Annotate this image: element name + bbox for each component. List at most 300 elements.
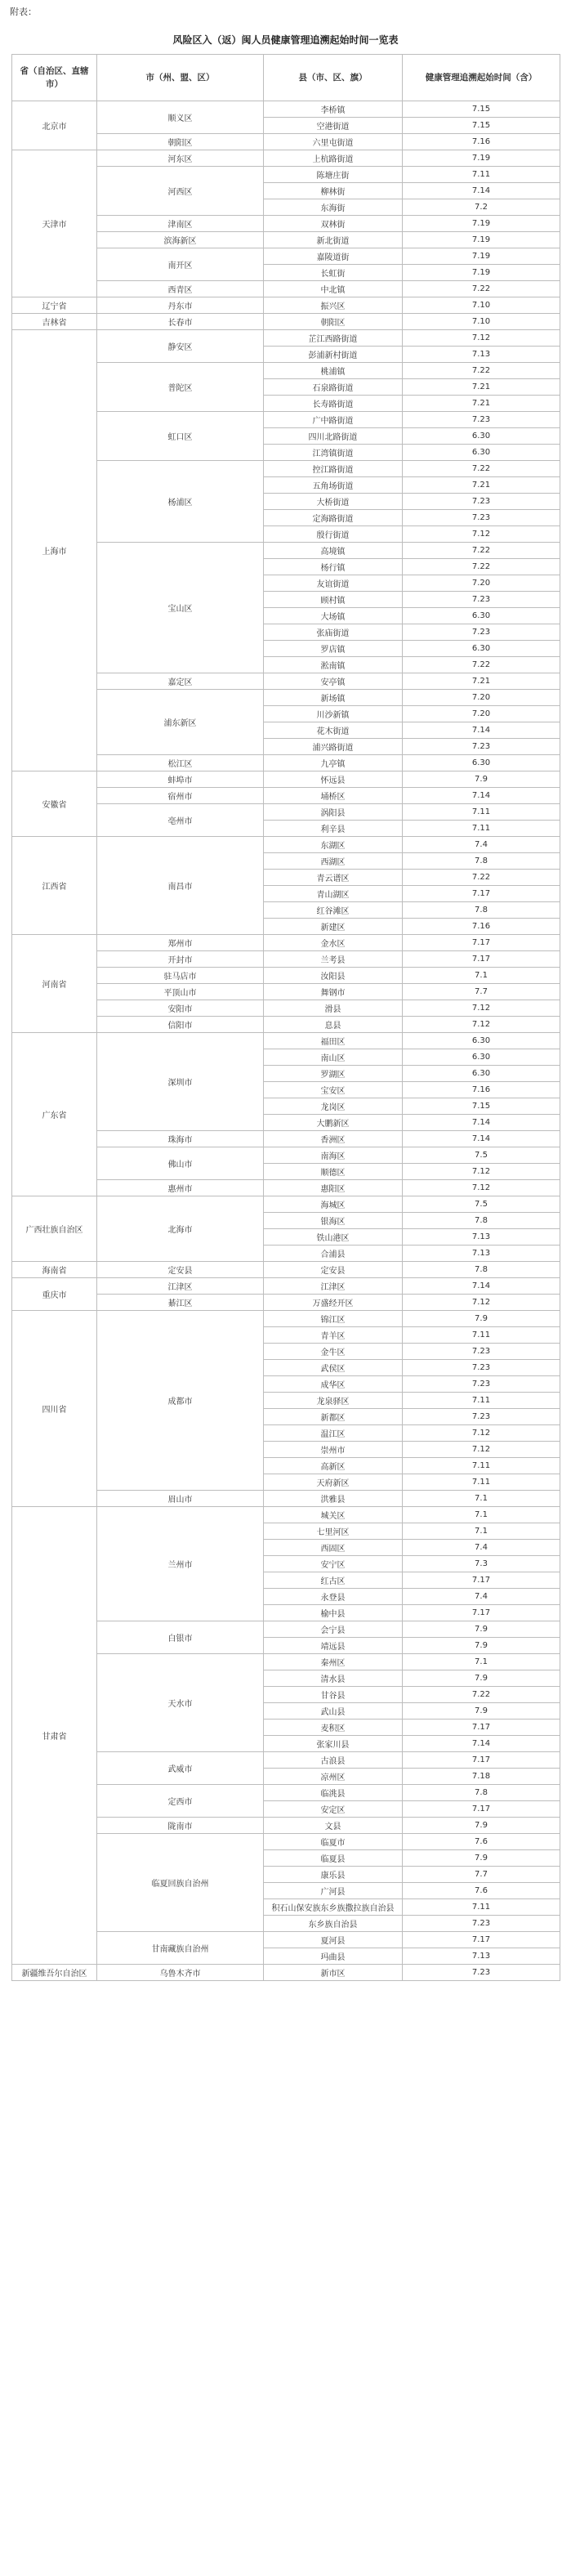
date-cell: 7.21 — [403, 379, 560, 396]
province-cell: 甘肃省 — [12, 1507, 97, 1965]
table-header-row — [12, 55, 560, 101]
county-cell: 长寿路街道 — [264, 396, 403, 412]
county-cell: 东湖区 — [264, 837, 403, 853]
date-cell: 7.12 — [403, 1295, 560, 1311]
county-cell: 洪雅县 — [264, 1491, 403, 1507]
date-cell: 7.10 — [403, 297, 560, 314]
county-cell: 夏河县 — [264, 1932, 403, 1948]
date-cell: 7.17 — [403, 1572, 560, 1589]
county-cell: 会宁县 — [264, 1621, 403, 1638]
date-cell: 7.4 — [403, 1540, 560, 1556]
date-cell: 7.12 — [403, 1017, 560, 1033]
city-cell: 乌鲁木齐市 — [97, 1965, 264, 1981]
city-cell: 静安区 — [97, 330, 264, 363]
date-cell: 7.20 — [403, 706, 560, 722]
city-cell: 江津区 — [97, 1278, 264, 1295]
date-cell: 7.12 — [403, 1442, 560, 1458]
date-cell: 7.21 — [403, 477, 560, 494]
county-cell: 定安县 — [264, 1262, 403, 1278]
date-cell: 7.5 — [403, 1147, 560, 1164]
date-cell: 7.23 — [403, 624, 560, 641]
county-cell: 香洲区 — [264, 1131, 403, 1147]
county-cell: 中北镇 — [264, 281, 403, 297]
date-cell: 7.22 — [403, 1687, 560, 1703]
county-cell: 定海路街道 — [264, 510, 403, 526]
county-cell: 南海区 — [264, 1147, 403, 1164]
county-cell: 空港街道 — [264, 118, 403, 134]
city-cell: 西青区 — [97, 281, 264, 297]
city-cell: 宿州市 — [97, 788, 264, 804]
date-cell: 7.7 — [403, 984, 560, 1000]
date-cell: 7.22 — [403, 543, 560, 559]
county-cell: 殷行街道 — [264, 526, 403, 543]
city-cell: 安阳市 — [97, 1000, 264, 1017]
date-cell: 7.19 — [403, 216, 560, 232]
date-cell: 7.9 — [403, 1621, 560, 1638]
date-cell: 7.23 — [403, 1409, 560, 1425]
county-cell: 新都区 — [264, 1409, 403, 1425]
date-cell: 7.16 — [403, 134, 560, 150]
date-cell: 7.23 — [403, 1916, 560, 1932]
date-cell: 7.11 — [403, 1327, 560, 1344]
county-cell: 城关区 — [264, 1507, 403, 1523]
county-cell: 文县 — [264, 1818, 403, 1834]
county-cell: 锦江区 — [264, 1311, 403, 1327]
county-cell: 浦兴路街道 — [264, 739, 403, 755]
date-cell: 7.14 — [403, 1131, 560, 1147]
table-body — [12, 101, 560, 1981]
date-cell: 7.5 — [403, 1196, 560, 1213]
date-cell: 7.11 — [403, 167, 560, 183]
table-row — [12, 771, 560, 788]
table-row — [12, 1278, 560, 1295]
county-cell: 大场镇 — [264, 608, 403, 624]
date-cell: 7.22 — [403, 281, 560, 297]
county-cell: 新场镇 — [264, 690, 403, 706]
county-cell: 高新区 — [264, 1458, 403, 1474]
county-cell: 龙泉驿区 — [264, 1393, 403, 1409]
date-cell: 6.30 — [403, 755, 560, 771]
county-cell: 南山区 — [264, 1049, 403, 1066]
county-cell: 顾村镇 — [264, 592, 403, 608]
province-cell: 吉林省 — [12, 314, 97, 330]
date-cell: 7.22 — [403, 657, 560, 673]
county-cell: 西湖区 — [264, 853, 403, 870]
date-cell: 7.14 — [403, 183, 560, 199]
city-cell: 信阳市 — [97, 1017, 264, 1033]
county-cell: 张庙街道 — [264, 624, 403, 641]
county-cell: 控江路街道 — [264, 461, 403, 477]
date-cell: 7.12 — [403, 1425, 560, 1442]
date-cell: 7.14 — [403, 722, 560, 739]
county-cell: 大桥街道 — [264, 494, 403, 510]
date-cell: 7.17 — [403, 1720, 560, 1736]
date-cell: 7.23 — [403, 1344, 560, 1360]
county-cell: 崇州市 — [264, 1442, 403, 1458]
county-cell: 七里河区 — [264, 1523, 403, 1540]
city-cell: 佛山市 — [97, 1147, 264, 1180]
date-cell: 7.12 — [403, 1180, 560, 1196]
city-cell: 深圳市 — [97, 1033, 264, 1131]
county-cell: 怀远县 — [264, 771, 403, 788]
city-cell: 亳州市 — [97, 804, 264, 837]
date-cell: 7.14 — [403, 1278, 560, 1295]
county-cell: 金牛区 — [264, 1344, 403, 1360]
county-cell: 武山县 — [264, 1703, 403, 1720]
county-cell: 红古区 — [264, 1572, 403, 1589]
city-cell: 临夏回族自治州 — [97, 1834, 264, 1932]
city-cell: 惠州市 — [97, 1180, 264, 1196]
county-cell: 四川北路街道 — [264, 428, 403, 445]
county-cell: 永登县 — [264, 1589, 403, 1605]
city-cell: 定安县 — [97, 1262, 264, 1278]
county-cell: 合浦县 — [264, 1246, 403, 1262]
county-cell: 凉州区 — [264, 1769, 403, 1785]
table-row — [12, 297, 560, 314]
date-cell: 7.9 — [403, 771, 560, 788]
date-cell: 7.23 — [403, 592, 560, 608]
city-cell: 驻马店市 — [97, 968, 264, 984]
province-cell: 海南省 — [12, 1262, 97, 1278]
date-cell: 7.17 — [403, 951, 560, 968]
table-row — [12, 1196, 560, 1213]
province-cell: 天津市 — [12, 150, 97, 297]
city-cell: 朝阳区 — [97, 134, 264, 150]
date-cell: 7.6 — [403, 1883, 560, 1899]
header-province: 省（自治区、直辖市） — [12, 55, 97, 101]
date-cell: 7.19 — [403, 248, 560, 265]
date-cell: 6.30 — [403, 1033, 560, 1049]
city-cell: 白银市 — [97, 1621, 264, 1654]
county-cell: 淞南镇 — [264, 657, 403, 673]
county-cell: 广河县 — [264, 1883, 403, 1899]
date-cell: 7.1 — [403, 1654, 560, 1670]
table-row — [12, 101, 560, 118]
date-cell: 7.1 — [403, 1523, 560, 1540]
county-cell: 西固区 — [264, 1540, 403, 1556]
county-cell: 彭浦新村街道 — [264, 347, 403, 363]
city-cell: 綦江区 — [97, 1295, 264, 1311]
date-cell: 7.12 — [403, 1000, 560, 1017]
county-cell: 高境镇 — [264, 543, 403, 559]
county-cell: 临夏市 — [264, 1834, 403, 1850]
county-cell: 安定区 — [264, 1801, 403, 1818]
table-row — [12, 1965, 560, 1981]
date-cell: 7.17 — [403, 1801, 560, 1818]
county-cell: 安宁区 — [264, 1556, 403, 1572]
date-cell: 7.17 — [403, 1605, 560, 1621]
county-cell: 甘谷县 — [264, 1687, 403, 1703]
date-cell: 7.9 — [403, 1703, 560, 1720]
date-cell: 7.15 — [403, 1098, 560, 1115]
province-cell: 四川省 — [12, 1311, 97, 1507]
province-cell: 北京市 — [12, 101, 97, 150]
county-cell: 大鹏新区 — [264, 1115, 403, 1131]
date-cell: 7.15 — [403, 118, 560, 134]
date-cell: 7.11 — [403, 1458, 560, 1474]
county-cell: 临夏县 — [264, 1850, 403, 1867]
date-cell: 7.14 — [403, 788, 560, 804]
date-cell: 7.11 — [403, 1474, 560, 1491]
date-cell: 7.1 — [403, 1491, 560, 1507]
county-cell: 双林街 — [264, 216, 403, 232]
date-cell: 7.22 — [403, 461, 560, 477]
county-cell: 福田区 — [264, 1033, 403, 1049]
city-cell: 河西区 — [97, 167, 264, 216]
table-row — [12, 1033, 560, 1049]
date-cell: 7.12 — [403, 330, 560, 347]
city-cell: 河东区 — [97, 150, 264, 167]
date-cell: 7.17 — [403, 1932, 560, 1948]
county-cell: 银海区 — [264, 1213, 403, 1229]
date-cell: 6.30 — [403, 608, 560, 624]
county-cell: 柳林街 — [264, 183, 403, 199]
date-cell: 7.17 — [403, 886, 560, 902]
date-cell: 7.21 — [403, 396, 560, 412]
county-cell: 新市区 — [264, 1965, 403, 1981]
date-cell: 7.23 — [403, 412, 560, 428]
county-cell: 天府新区 — [264, 1474, 403, 1491]
city-cell: 南昌市 — [97, 837, 264, 935]
city-cell: 滨海新区 — [97, 232, 264, 248]
province-cell: 安徽省 — [12, 771, 97, 837]
county-cell: 龙岗区 — [264, 1098, 403, 1115]
city-cell: 郑州市 — [97, 935, 264, 951]
city-cell: 普陀区 — [97, 363, 264, 412]
city-cell: 珠海市 — [97, 1131, 264, 1147]
province-cell: 新疆维吾尔自治区 — [12, 1965, 97, 1981]
county-cell: 万盛经开区 — [264, 1295, 403, 1311]
city-cell: 蚌埠市 — [97, 771, 264, 788]
county-cell: 玛曲县 — [264, 1948, 403, 1965]
date-cell: 7.1 — [403, 1507, 560, 1523]
county-cell: 石泉路街道 — [264, 379, 403, 396]
date-cell: 6.30 — [403, 1049, 560, 1066]
county-cell: 九亭镇 — [264, 755, 403, 771]
date-cell: 7.8 — [403, 1262, 560, 1278]
date-cell: 7.11 — [403, 1899, 560, 1916]
date-cell: 7.6 — [403, 1834, 560, 1850]
city-cell: 虹口区 — [97, 412, 264, 461]
date-cell: 7.8 — [403, 902, 560, 919]
county-cell: 古浪县 — [264, 1752, 403, 1769]
city-cell: 南开区 — [97, 248, 264, 281]
city-cell: 松江区 — [97, 755, 264, 771]
city-cell: 长春市 — [97, 314, 264, 330]
county-cell: 东乡族自治县 — [264, 1916, 403, 1932]
header-city: 市（州、盟、区） — [97, 55, 264, 101]
date-cell: 7.7 — [403, 1867, 560, 1883]
city-cell: 宝山区 — [97, 543, 264, 673]
document-title: 风险区入（返）闽人员健康管理追溯起始时间一览表 — [172, 34, 399, 46]
table-row — [12, 1311, 560, 1327]
county-cell: 金水区 — [264, 935, 403, 951]
county-cell: 长虹街 — [264, 265, 403, 281]
date-cell: 7.11 — [403, 804, 560, 821]
county-cell: 嘉陵道街 — [264, 248, 403, 265]
county-cell: 顺德区 — [264, 1164, 403, 1180]
county-cell: 江湾镇街道 — [264, 445, 403, 461]
date-cell: 7.3 — [403, 1556, 560, 1572]
date-cell: 7.8 — [403, 1213, 560, 1229]
city-cell: 杨浦区 — [97, 461, 264, 543]
county-cell: 临洮县 — [264, 1785, 403, 1801]
city-cell: 丹东市 — [97, 297, 264, 314]
province-cell: 辽宁省 — [12, 297, 97, 314]
city-cell: 兰州市 — [97, 1507, 264, 1621]
county-cell: 罗湖区 — [264, 1066, 403, 1082]
table-row — [12, 330, 560, 347]
county-cell: 陈塘庄街 — [264, 167, 403, 183]
date-cell: 7.17 — [403, 935, 560, 951]
city-cell: 陇南市 — [97, 1818, 264, 1834]
county-cell: 青山湖区 — [264, 886, 403, 902]
date-cell: 7.15 — [403, 101, 560, 118]
table-row — [12, 935, 560, 951]
county-cell: 武侯区 — [264, 1360, 403, 1376]
date-cell: 7.23 — [403, 1360, 560, 1376]
province-cell: 广西壮族自治区 — [12, 1196, 97, 1262]
date-cell: 7.14 — [403, 1736, 560, 1752]
province-cell: 江西省 — [12, 837, 97, 935]
city-cell: 嘉定区 — [97, 673, 264, 690]
header-county: 县（市、区、旗） — [264, 55, 403, 101]
date-cell: 7.23 — [403, 1965, 560, 1981]
county-cell: 红谷滩区 — [264, 902, 403, 919]
county-cell: 江津区 — [264, 1278, 403, 1295]
date-cell: 7.12 — [403, 526, 560, 543]
county-cell: 新建区 — [264, 919, 403, 935]
date-cell: 7.9 — [403, 1818, 560, 1834]
date-cell: 6.30 — [403, 445, 560, 461]
county-cell: 康乐县 — [264, 1867, 403, 1883]
date-cell: 7.20 — [403, 690, 560, 706]
county-cell: 海城区 — [264, 1196, 403, 1213]
county-cell: 友谊街道 — [264, 575, 403, 592]
city-cell: 平顶山市 — [97, 984, 264, 1000]
date-cell: 7.16 — [403, 1082, 560, 1098]
county-cell: 靖远县 — [264, 1638, 403, 1654]
city-cell: 浦东新区 — [97, 690, 264, 755]
county-cell: 铁山港区 — [264, 1229, 403, 1246]
county-cell: 桃浦镇 — [264, 363, 403, 379]
date-cell: 7.14 — [403, 1115, 560, 1131]
date-cell: 7.12 — [403, 1164, 560, 1180]
date-cell: 7.22 — [403, 363, 560, 379]
table-row — [12, 1507, 560, 1523]
county-cell: 五角场街道 — [264, 477, 403, 494]
county-cell: 利辛县 — [264, 821, 403, 837]
province-cell: 河南省 — [12, 935, 97, 1033]
city-cell: 天水市 — [97, 1654, 264, 1752]
county-cell: 振兴区 — [264, 297, 403, 314]
county-cell: 惠阳区 — [264, 1180, 403, 1196]
county-cell: 新北街道 — [264, 232, 403, 248]
county-cell: 成华区 — [264, 1376, 403, 1393]
schedule-table — [11, 54, 560, 1981]
city-cell: 开封市 — [97, 951, 264, 968]
date-cell: 7.23 — [403, 494, 560, 510]
county-cell: 芷江西路街道 — [264, 330, 403, 347]
date-cell: 7.9 — [403, 1638, 560, 1654]
date-cell: 7.16 — [403, 919, 560, 935]
city-cell: 武威市 — [97, 1752, 264, 1785]
county-cell: 兰考县 — [264, 951, 403, 968]
date-cell: 7.4 — [403, 837, 560, 853]
county-cell: 秦州区 — [264, 1654, 403, 1670]
county-cell: 温江区 — [264, 1425, 403, 1442]
date-cell: 6.30 — [403, 1066, 560, 1082]
county-cell: 李桥镇 — [264, 101, 403, 118]
date-cell: 7.9 — [403, 1311, 560, 1327]
date-cell: 7.8 — [403, 853, 560, 870]
table-row — [12, 837, 560, 853]
date-cell: 7.9 — [403, 1670, 560, 1687]
date-cell: 7.9 — [403, 1850, 560, 1867]
county-cell: 花木街道 — [264, 722, 403, 739]
city-cell: 顺义区 — [97, 101, 264, 134]
date-cell: 7.13 — [403, 1229, 560, 1246]
attachment-label: 附表： — [10, 7, 37, 17]
date-cell: 7.19 — [403, 150, 560, 167]
county-cell: 埇桥区 — [264, 788, 403, 804]
date-cell: 7.13 — [403, 1246, 560, 1262]
province-cell: 上海市 — [12, 330, 97, 771]
county-cell: 滑县 — [264, 1000, 403, 1017]
date-cell: 7.11 — [403, 821, 560, 837]
county-cell: 汝阳县 — [264, 968, 403, 984]
county-cell: 积石山保安族东乡族撒拉族自治县 — [264, 1899, 403, 1916]
county-cell: 六里屯街道 — [264, 134, 403, 150]
county-cell: 上杭路街道 — [264, 150, 403, 167]
province-cell: 广东省 — [12, 1033, 97, 1196]
county-cell: 舞钢市 — [264, 984, 403, 1000]
header-start-date: 健康管理追溯起始时间（含） — [403, 55, 560, 101]
county-cell: 青云谱区 — [264, 870, 403, 886]
city-cell: 成都市 — [97, 1311, 264, 1491]
city-cell: 眉山市 — [97, 1491, 264, 1507]
table-row — [12, 150, 560, 167]
date-cell: 7.11 — [403, 1393, 560, 1409]
province-cell: 重庆市 — [12, 1278, 97, 1311]
date-cell: 7.22 — [403, 870, 560, 886]
date-cell: 7.23 — [403, 1376, 560, 1393]
county-cell: 宝安区 — [264, 1082, 403, 1098]
date-cell: 7.21 — [403, 673, 560, 690]
county-cell: 朝阳区 — [264, 314, 403, 330]
date-cell: 7.4 — [403, 1589, 560, 1605]
date-cell: 6.30 — [403, 641, 560, 657]
county-cell: 东海街 — [264, 199, 403, 216]
date-cell: 7.2 — [403, 199, 560, 216]
date-cell: 7.18 — [403, 1769, 560, 1785]
county-cell: 麦积区 — [264, 1720, 403, 1736]
date-cell: 7.23 — [403, 510, 560, 526]
county-cell: 息县 — [264, 1017, 403, 1033]
city-cell: 甘南藏族自治州 — [97, 1932, 264, 1965]
county-cell: 川沙新镇 — [264, 706, 403, 722]
table-row — [12, 314, 560, 330]
date-cell: 7.13 — [403, 1948, 560, 1965]
date-cell: 7.19 — [403, 265, 560, 281]
date-cell: 7.10 — [403, 314, 560, 330]
date-cell: 7.8 — [403, 1785, 560, 1801]
county-cell: 涡阳县 — [264, 804, 403, 821]
date-cell: 6.30 — [403, 428, 560, 445]
date-cell: 7.1 — [403, 968, 560, 984]
county-cell: 清水县 — [264, 1670, 403, 1687]
table-row — [12, 1262, 560, 1278]
